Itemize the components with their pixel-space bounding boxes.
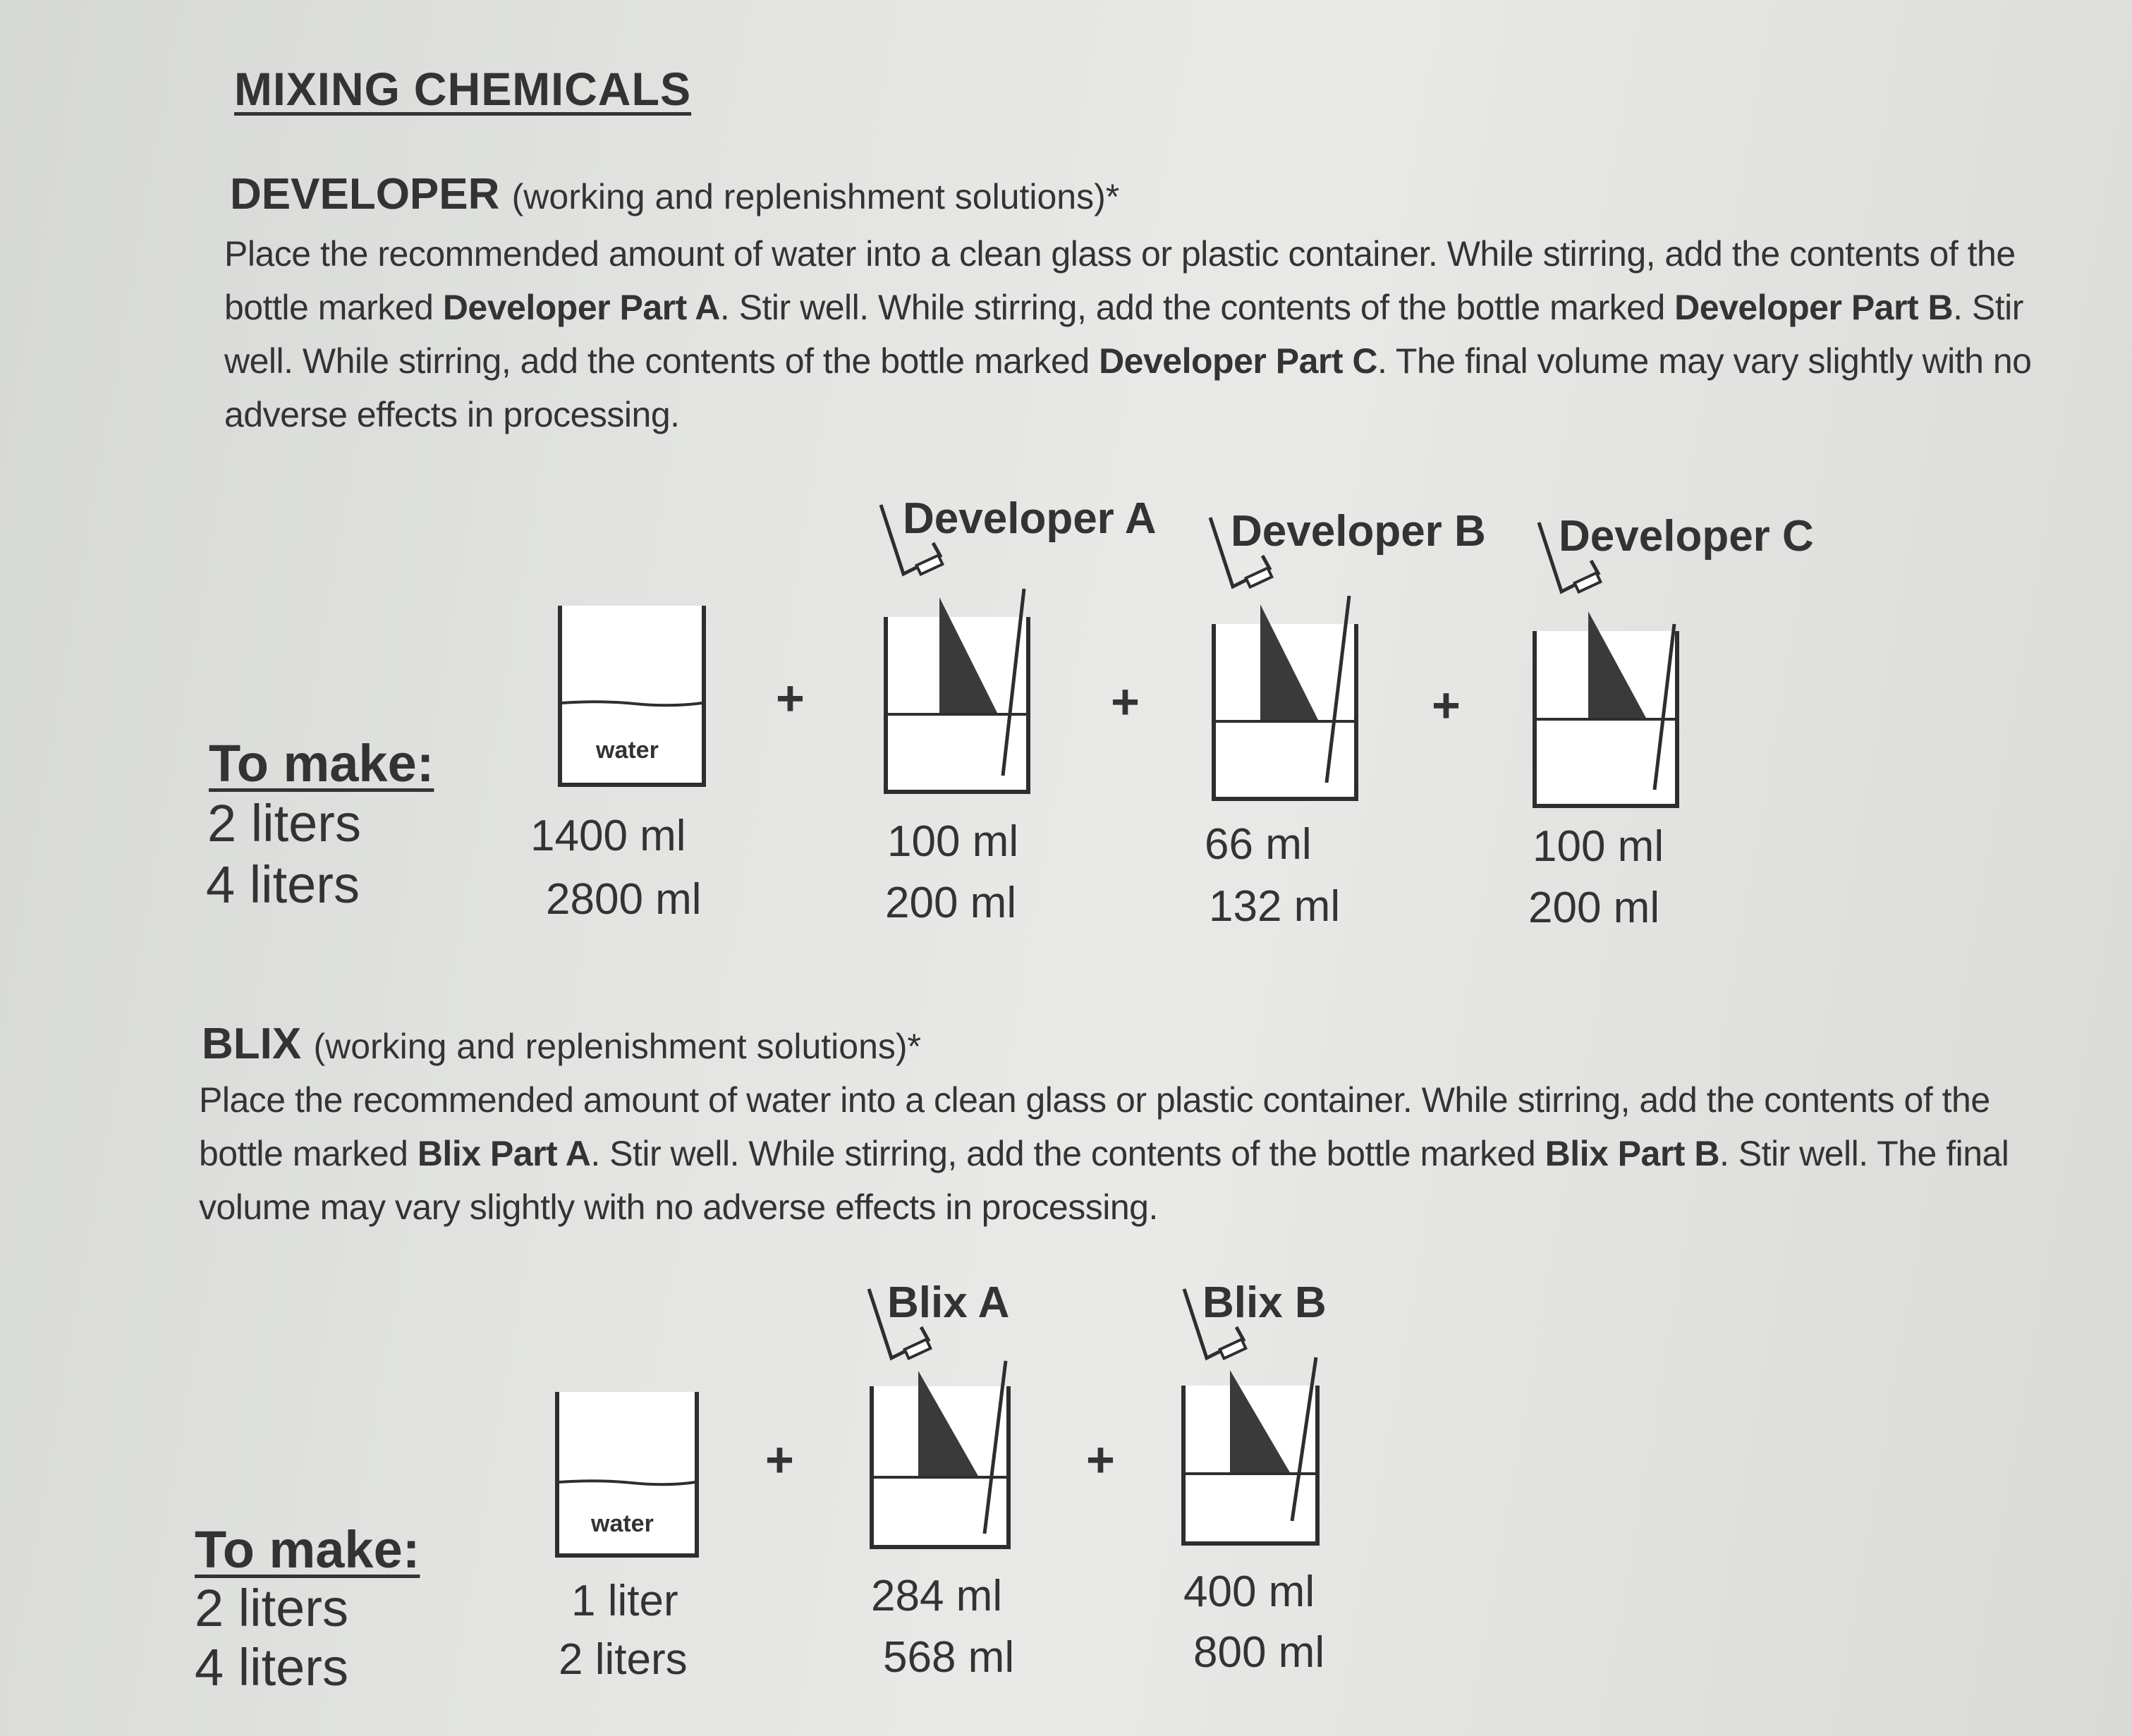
developer-c-label: Developer C (1559, 512, 1814, 561)
developer-b-amount-4l: 132 ml (1209, 882, 1341, 931)
size-2-liters: 2 liters (195, 1579, 348, 1637)
blix-b-amount-4l: 800 ml (1193, 1628, 1325, 1677)
plus-sign: + (1432, 678, 1461, 733)
blix-heading-note: (working and replenishment solutions)* (313, 1027, 922, 1066)
developer-instructions (224, 227, 2086, 441)
bold-run: Developer Part A (442, 288, 720, 327)
water-amount-4l: 2 liters (559, 1635, 688, 1684)
water-amount-2l: 1 liter (571, 1577, 678, 1625)
bold-run: Developer Part B (1674, 288, 1954, 327)
water-label: water (591, 1510, 654, 1537)
blix-a-label: Blix A (887, 1278, 1010, 1327)
page-title: MIXING CHEMICALS (234, 63, 692, 115)
beaker-with-stirrer-icon (867, 1361, 1023, 1551)
bottle-pour-icon (1181, 1285, 1266, 1369)
bold-run: Blix Part A (417, 1134, 591, 1173)
bold-run: Blix Part B (1545, 1134, 1719, 1173)
blix-b-amount-2l: 400 ml (1183, 1567, 1315, 1616)
blix-heading-text: BLIX (202, 1020, 302, 1068)
plus-sign: + (1111, 674, 1140, 729)
text-run: . Stir well. The final volume may vary slightly with no adverse effects in processing. (199, 1134, 2009, 1227)
water-label: water (596, 737, 659, 764)
text-run: Place the recommended amount of water into a clean glass or plastic container. While stirring, add the contents of the bottle marked (224, 234, 2016, 327)
developer-heading-note: (working and replenishment solutions)* (511, 177, 1120, 216)
beaker-with-stirrer-icon (1179, 1357, 1334, 1548)
text-run: . The final volume may vary slightly with no adverse effects in processing. (224, 341, 2032, 434)
blix-a-amount-4l: 568 ml (883, 1633, 1015, 1682)
developer-a-label: Developer A (903, 494, 1157, 543)
developer-a-amount-4l: 200 ml (885, 879, 1017, 927)
plus-sign: + (776, 671, 805, 726)
text-run: . Stir well. While stirring, add the contents of the bottle marked (224, 288, 2023, 381)
plus-sign: + (765, 1432, 794, 1487)
size-2-liters: 2 liters (207, 794, 361, 852)
beaker-with-stirrer-icon (882, 589, 1044, 797)
beaker-with-stirrer-icon (1210, 596, 1372, 804)
water-amount-4l: 2800 ml (546, 875, 702, 924)
bold-run: Developer Part C (1099, 341, 1378, 381)
beaker-with-stirrer-icon (1530, 603, 1693, 811)
blix-instructions (199, 1073, 2047, 1234)
blix-heading (202, 1019, 921, 1069)
to-make-label: To make: (195, 1520, 420, 1579)
developer-b-amount-2l: 66 ml (1205, 820, 1312, 869)
plus-sign: + (1086, 1432, 1115, 1487)
developer-heading-text: DEVELOPER (230, 170, 500, 219)
blix-a-amount-2l: 284 ml (871, 1572, 1003, 1620)
blix-b-label: Blix B (1202, 1278, 1327, 1327)
text-run: . Stir well. While stirring, add the contents of the bottle marked (590, 1134, 1545, 1173)
developer-b-label: Developer B (1231, 507, 1486, 556)
text-run: Place the recommended amount of water into a clean glass or plastic container. While stirring, add the contents of the bottle marked (199, 1080, 1990, 1173)
to-make-label: To make: (209, 734, 434, 793)
bottle-pour-icon (1536, 518, 1621, 603)
text-run: . Stir well. While stirring, add the contents of the bottle marked (719, 288, 1675, 327)
developer-c-amount-2l: 100 ml (1533, 822, 1664, 871)
size-4-liters: 4 liters (195, 1638, 348, 1697)
bottle-pour-icon (878, 501, 963, 585)
developer-heading (230, 169, 1119, 219)
developer-a-amount-2l: 100 ml (887, 817, 1019, 866)
size-4-liters: 4 liters (206, 855, 360, 914)
water-amount-2l: 1400 ml (530, 812, 686, 860)
bottle-pour-icon (1207, 513, 1292, 598)
bottle-pour-icon (866, 1285, 951, 1369)
developer-c-amount-4l: 200 ml (1528, 884, 1660, 932)
